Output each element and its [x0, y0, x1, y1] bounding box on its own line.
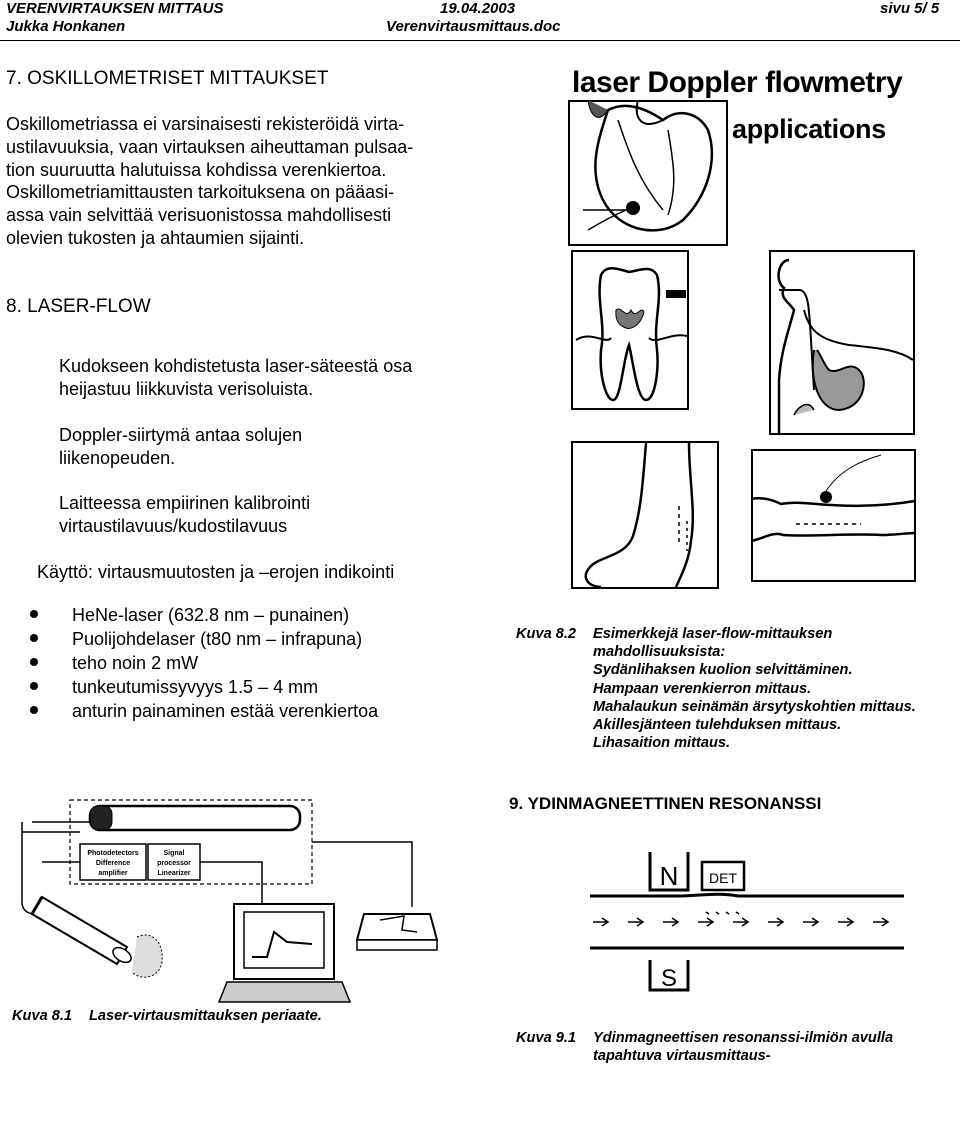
figure-subtitle: applications: [732, 114, 886, 144]
caption-8-1-text: Laser-virtausmittauksen periaate.: [89, 1008, 322, 1024]
caption-line: Mahalaukun seinämän ärsytyskohtien mittaus.: [593, 698, 916, 715]
section-8-paragraph-1: [59, 355, 412, 401]
caption-line: mahdollisuuksista:: [593, 644, 726, 661]
bullet-item: anturin painaminen estää verenkiertoa: [72, 701, 379, 721]
bullet-dot: [30, 706, 38, 714]
section-8-paragraph-3: [59, 492, 310, 538]
paragraph-line: heijastuu liikkuvista verisoluista.: [59, 378, 314, 399]
caption-9-1-text: [593, 1029, 893, 1065]
bullet-dot: [30, 610, 38, 618]
caption-9-1-label: Kuva 9.1: [516, 1030, 577, 1046]
box1-label: Photodetectors: [87, 850, 139, 857]
laser-flow-device-diagram: [12, 792, 452, 1004]
paragraph-line: Laitteessa empiirinen kalibrointi: [59, 493, 311, 513]
header-date: 19.04.2003: [440, 0, 516, 17]
paragraph-line: virtaustilavuus/kudostilavuus: [59, 515, 288, 536]
header-doc-title: VERENVIRTAUKSEN MITTAUS: [6, 0, 224, 17]
section-9-heading: 9. YDINMAGNEETTINEN RESONANSSI: [509, 794, 822, 813]
section-7-line: assa vain selvittää verisuonistossa mahdollisesti: [6, 205, 392, 226]
magnet-s-label: S: [660, 965, 678, 992]
bullet-dot: [30, 682, 38, 690]
caption-8-1-label: Kuva 8.1: [12, 1008, 73, 1024]
section-7-line: tion suuruutta halutuissa kohdissa verenkiertoa.: [6, 159, 387, 180]
section-7-line: ustilavuuksia, vaan virtauksen aiheuttaman pulsaa-: [6, 136, 414, 157]
caption-line: Lihasaition mittaus.: [593, 735, 731, 752]
section-7-heading: 7. OSKILLOMETRISET MITTAUKSET: [6, 68, 329, 89]
paragraph-line: Doppler-siirtymä antaa solujen: [59, 425, 303, 445]
magnet-n-label: N: [659, 861, 679, 891]
detector-label: DET: [709, 870, 737, 886]
caption-line: Ydinmagneettisen resonanssi-ilmiön avulla: [593, 1030, 894, 1046]
caption-8-2-label: Kuva 8.2: [516, 626, 577, 642]
caption-line: Sydänlihaksen kuolion selvittäminen.: [593, 662, 853, 679]
caption-line: Akillesjänteen tulehduksen mittaus.: [593, 717, 842, 734]
box1-label: Difference: [95, 860, 131, 867]
bullet-dot: [30, 658, 38, 666]
box2-label: Signal: [163, 850, 185, 857]
header-filename: Verenvirtausmittaus.doc: [386, 18, 561, 35]
section-7-text: [6, 113, 446, 250]
section-8-paragraph-2: [59, 424, 302, 470]
paragraph-line: Kudokseen kohdistetusta laser-säteestä osa: [59, 356, 413, 376]
bullet-item: tunkeutumissyvyys 1.5 – 4 mm: [72, 677, 319, 697]
caption-line: Hampaan verenkierron mittaus.: [593, 680, 812, 697]
bullet-item: Puolijohdelaser (t80 nm – infrapuna): [72, 629, 363, 649]
caption-line: Esimerkkejä laser-flow-mittauksen: [593, 626, 833, 642]
bullet-item: teho noin 2 mW: [72, 653, 199, 673]
leg-illustration: [751, 449, 916, 582]
nmr-flow-diagram: [588, 840, 904, 1020]
box1-label: amplifier: [98, 870, 128, 877]
box2-label: processor: [157, 860, 191, 867]
header-author: Jukka Honkanen: [6, 18, 126, 35]
section-8-usage: Käyttö: virtausmuutosten ja –erojen indikointi: [37, 562, 395, 582]
header-rule: [0, 40, 960, 41]
heart-illustration: [568, 100, 728, 246]
bullet-dot: [30, 634, 38, 642]
stomach-illustration: [769, 250, 915, 435]
section-7-line: olevien tukosten ja ahtaumien sijainti.: [6, 227, 305, 248]
tooth-illustration: [571, 250, 689, 410]
header-page-number: sivu 5/ 5: [880, 0, 940, 17]
paragraph-line: liikenopeuden.: [59, 447, 176, 468]
box2-label: Linearizer: [157, 870, 191, 877]
section-7-line: Oskillometriassa ei varsinaisesti rekisteröidä virta-: [6, 114, 405, 134]
bullet-item: HeNe-laser (632.8 nm – punainen): [72, 605, 350, 625]
section-7-line: Oskillometriamittausten tarkoituksena on pääasi-: [6, 182, 395, 203]
caption-line: tapahtuva virtausmittaus-: [593, 1048, 771, 1065]
figure-title: laser Doppler flowmetry: [572, 66, 903, 99]
caption-8-2-text: [593, 625, 916, 752]
ankle-illustration: [571, 441, 719, 589]
section-8-heading: 8. LASER-FLOW: [6, 296, 151, 317]
